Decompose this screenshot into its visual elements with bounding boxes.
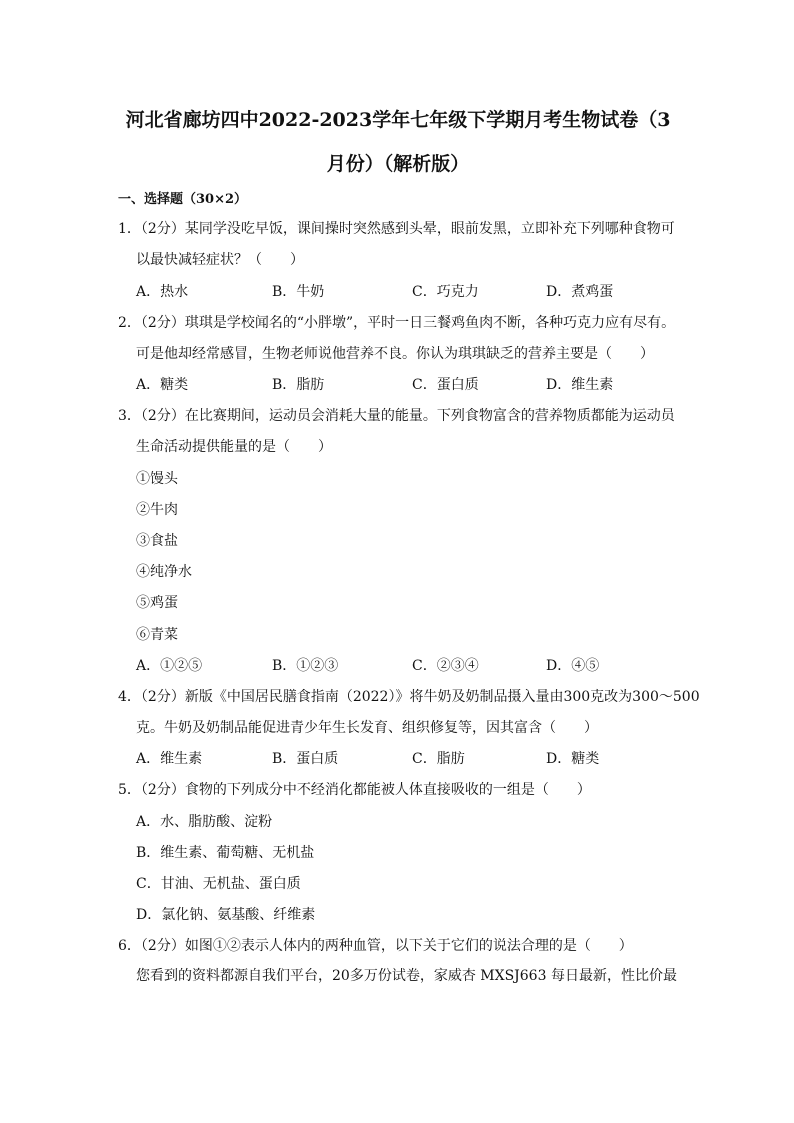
option-a: A．糖类 [136,377,189,393]
exam-title [118,98,678,186]
question-2-line-2: 可是他却经常感冒，生物老师说他营养不良。你认为琪琪缺乏的营养主要是（ ） [136,346,654,362]
option-c: C．②③④ [412,658,479,674]
exam-title-line-1: 河北省廊坊四中2022-2023学年七年级下学期月考生物试卷（3 [125,109,671,131]
question-5-option-c: C．甘油、无机盐、蛋白质 [136,876,301,892]
question-5-option-d: D．氯化钠、氨基酸、纤维素 [136,907,316,923]
question-3-item-5: ⑤鸡蛋 [136,595,178,611]
question-5-line-1: 5．（2分）食物的下列成分中不经消化都能被人体直接吸收的一组是（ ） [118,782,591,798]
question-3-item-2: ②牛肉 [136,502,178,518]
exam-title-line-2: 月份）（解析版） [326,153,470,175]
option-d: D．维生素 [546,377,614,393]
question-3-line-1: 3．（2分）在比赛期间，运动员会消耗大量的能量。下列食物富含的营养物质都能为运动员 [118,408,675,424]
option-c: C．脂肪 [412,751,465,767]
option-b: B．①②③ [272,658,339,674]
option-b: B．脂肪 [272,377,325,393]
question-6-line-1: 6．（2分）如图①②表示人体内的两种血管，以下关于它们的说法合理的是（ ） [118,938,633,954]
question-5-option-a: A．水、脂肪酸、淀粉 [136,814,273,830]
section-title: 一、选择题（30×2） [118,192,248,207]
question-3-item-4: ④纯净水 [136,564,192,580]
option-a: A．维生素 [136,751,203,767]
question-1-line-1: 1．（2分）某同学没吃早饭，课间操时突然感到头晕，眼前发黑，立即补充下列哪种食物可 [118,221,675,237]
option-c: C．蛋白质 [412,377,479,393]
option-a: A．热水 [136,284,189,300]
footer-watermark-text: 您看到的资料都源自我们平台，20多万份试卷，家威杏 MXSJ663 每日最新，性比价最 [136,968,677,984]
question-4-line-2: 克。牛奶及奶制品能促进青少年生长发育、组织修复等，因其富含（ ） [136,720,598,736]
question-3-line-2: 生命活动提供能量的是（ ） [136,439,332,455]
option-d: D．糖类 [546,751,600,767]
question-5-option-b: B．维生素、葡萄糖、无机盐 [136,845,315,861]
question-3-item-3: ③食盐 [136,533,178,549]
option-b: B．牛奶 [272,284,325,300]
option-c: C．巧克力 [412,284,479,300]
question-3-item-6: ⑥青菜 [136,627,178,643]
question-3-item-1: ①馒头 [136,471,178,487]
question-1-line-2: 以最快减轻症状？（ ） [136,252,304,268]
option-d: D．④⑤ [546,658,600,674]
option-b: B．蛋白质 [272,751,339,767]
option-d: D．煮鸡蛋 [546,284,614,300]
question-2-line-1: 2．（2分）琪琪是学校闻名的“小胖墩”，平时一日三餐鸡鱼肉不断，各种巧克力应有尽有。 [118,315,676,331]
option-a: A．①②⑤ [136,658,203,674]
question-4-line-1: 4．（2分）新版《中国居民膳食指南（2022）》将牛奶及奶制品摄入量由300克改为300～500 [118,689,700,705]
